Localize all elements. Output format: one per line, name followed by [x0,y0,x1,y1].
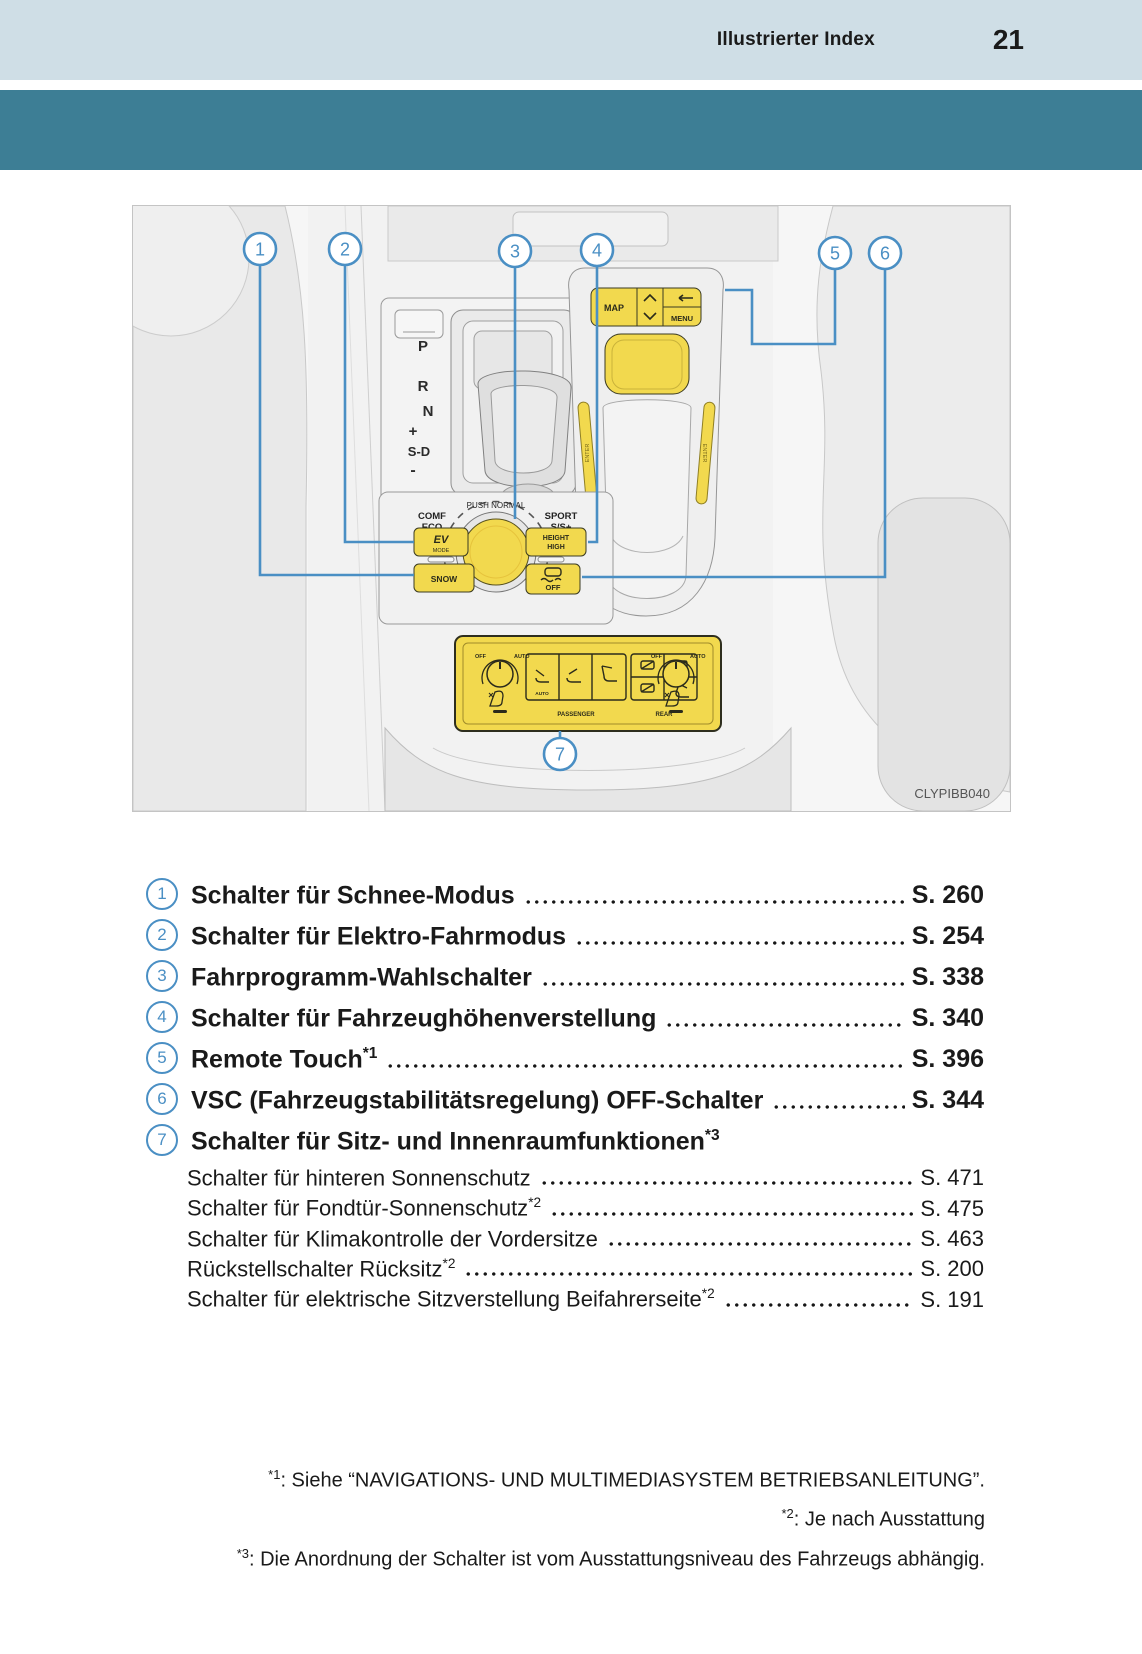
index-subitem-3 [187,1226,984,1252]
item-label: VSC (Fahrzeugstabilitätsregelung) OFF-Schalter [191,1086,764,1114]
item-page-ref: S. 254 [911,922,984,950]
figure-code: CLYPIBB040 [913,786,990,801]
vsc-off-label: OFF [545,583,560,592]
item-number-badge: 2 [146,919,178,951]
dot-leader [386,1064,904,1068]
item-page-ref: S. 344 [911,1086,984,1114]
subitem-page-ref: S. 475 [920,1195,984,1221]
item-page-ref: S. 396 [911,1045,984,1073]
item-label: Remote Touch$^{*1}$ [191,1044,378,1073]
high-label: HIGH [546,544,565,551]
callout-4: 4 [591,240,602,261]
console-illustration-svg [133,206,1010,811]
sport-label: SPORT [544,511,577,522]
page-header [0,0,1142,80]
callout-7: 7 [554,744,565,765]
right-seat-cushion [878,498,1010,811]
index-item-3 [146,960,984,992]
item-number-badge: 6 [146,1083,178,1115]
subitem-label: Schalter für elektrische Sitzverstellung Beifahrerseite$^{*2}$ [187,1286,715,1312]
console-illustration [132,205,1011,812]
drive-mode-panel [379,492,613,624]
right-knob-off-label: OFF [650,654,662,660]
index-item-5 [146,1042,984,1074]
right-knob-auto-label: AUTO [689,654,705,660]
index-subitem-2 [187,1195,984,1221]
gear-shift-panel [381,298,586,510]
index-item-4 [146,1001,984,1033]
snow-label: SNOW [430,574,457,584]
item-label: Schalter für Sitz- und Innenraumfunktionen$^{*3}$ [191,1126,720,1155]
seat-function-panel [455,636,721,731]
map-button-label: MAP [603,303,624,313]
touchpad [605,334,689,394]
rear-label: REAR [654,712,673,718]
item-label: Fahrprogramm-Wahlschalter [191,963,532,991]
item-label: Schalter für Fahrzeughöhenverstellung [191,1004,657,1032]
gear-minus: - [409,462,416,479]
dot-leader [524,900,905,904]
comf-label: COMF [417,511,446,522]
page-number: 21 [992,24,1024,55]
item-number-badge: 7 [146,1124,178,1156]
dot-leader [464,1272,913,1276]
left-knob-off-label: OFF [474,654,486,660]
dot-leader [665,1023,904,1027]
ev-label: EV [433,534,448,546]
subitem-label: Rückstellschalter Rücksitz$^{*2}$ [187,1255,456,1282]
subitem-page-ref: S. 200 [920,1256,984,1282]
item-number-badge: 3 [146,960,178,992]
gear-plus: + [408,423,417,440]
enter-right-label: ENTER [700,443,707,463]
index-item-6 [146,1083,984,1115]
index-subitem-5 [187,1286,984,1312]
callout-3: 3 [509,241,520,262]
index-item-1 [146,878,984,910]
item-number-badge: 1 [146,878,178,910]
callout-6: 6 [879,243,890,264]
index-item-7 [146,1124,984,1156]
index-item-2 [146,919,984,951]
enter-left-label: ENTER [584,443,591,463]
left-knob-auto-label: AUTO [513,654,529,660]
index-subitem-1 [187,1165,984,1191]
callout-5: 5 [829,243,840,264]
gear-p: P [417,338,428,355]
dot-leader [772,1105,904,1109]
dot-leader [550,1212,913,1216]
item-page-ref: S. 260 [911,881,984,909]
index-subitem-4 [187,1256,984,1282]
item-page-ref: S. 338 [911,963,984,991]
item-label: Schalter für Elektro-Fahrmodus [191,922,567,950]
push-normal-label: PUSH NORMAL [466,501,525,510]
menu-button-label: MENU [670,314,693,323]
remote-touch-knob-body [603,400,691,599]
shift-lock-button [395,310,443,338]
dot-leader [575,941,905,945]
subitem-label: Schalter für Fondtür-Sonnenschutz$^{*2}$ [187,1195,542,1221]
callout-2: 2 [339,239,350,260]
dot-leader [607,1242,914,1246]
passenger-label: PASSENGER [556,712,595,718]
subitem-label: Schalter für hinteren Sonnenschutz [187,1165,531,1191]
dot-leader [540,1181,914,1185]
gear-r: R [417,378,428,395]
footnote-1: $^{*1}$: Siehe “NAVIGATIONS- UND MULTIMEDIASYSTEM BETRIEBSANLEITUNG”. [268,1466,985,1492]
footnotes [0,1458,1142,1577]
gear-sd: S-D [407,444,430,459]
subitem-page-ref: S. 463 [920,1225,984,1251]
dot-leader [541,982,905,986]
subitem-page-ref: S. 471 [920,1165,984,1191]
item-label: Schalter für Schnee-Modus [191,881,515,909]
item-page-ref: S. 340 [911,1004,984,1032]
footnote-3: $^{*3}$: Die Anordnung der Schalter ist vom Ausstattungsniveau des Fahrzeugs abhängig. [236,1545,985,1571]
footnote-2: $^{*2}$: Je nach Ausstattung [781,1506,985,1531]
subitem-label: Schalter für Klimakontrolle der Vordersitze [187,1225,598,1251]
item-number-badge: 5 [146,1042,178,1074]
illustrated-index-list [146,878,984,1313]
callout-1: 1 [254,239,265,260]
height-button [526,528,586,556]
subitem-page-ref: S. 191 [920,1286,984,1312]
item-number-badge: 4 [146,1001,178,1033]
dot-leader [724,1303,914,1307]
auto-small-label: AUTO [534,692,549,697]
mode-label: MODE [432,548,449,554]
section-color-band [0,90,1142,170]
header-title: Illustrierter Index [716,29,875,50]
gear-n: N [422,403,433,420]
height-label: HEIGHT [542,535,569,542]
